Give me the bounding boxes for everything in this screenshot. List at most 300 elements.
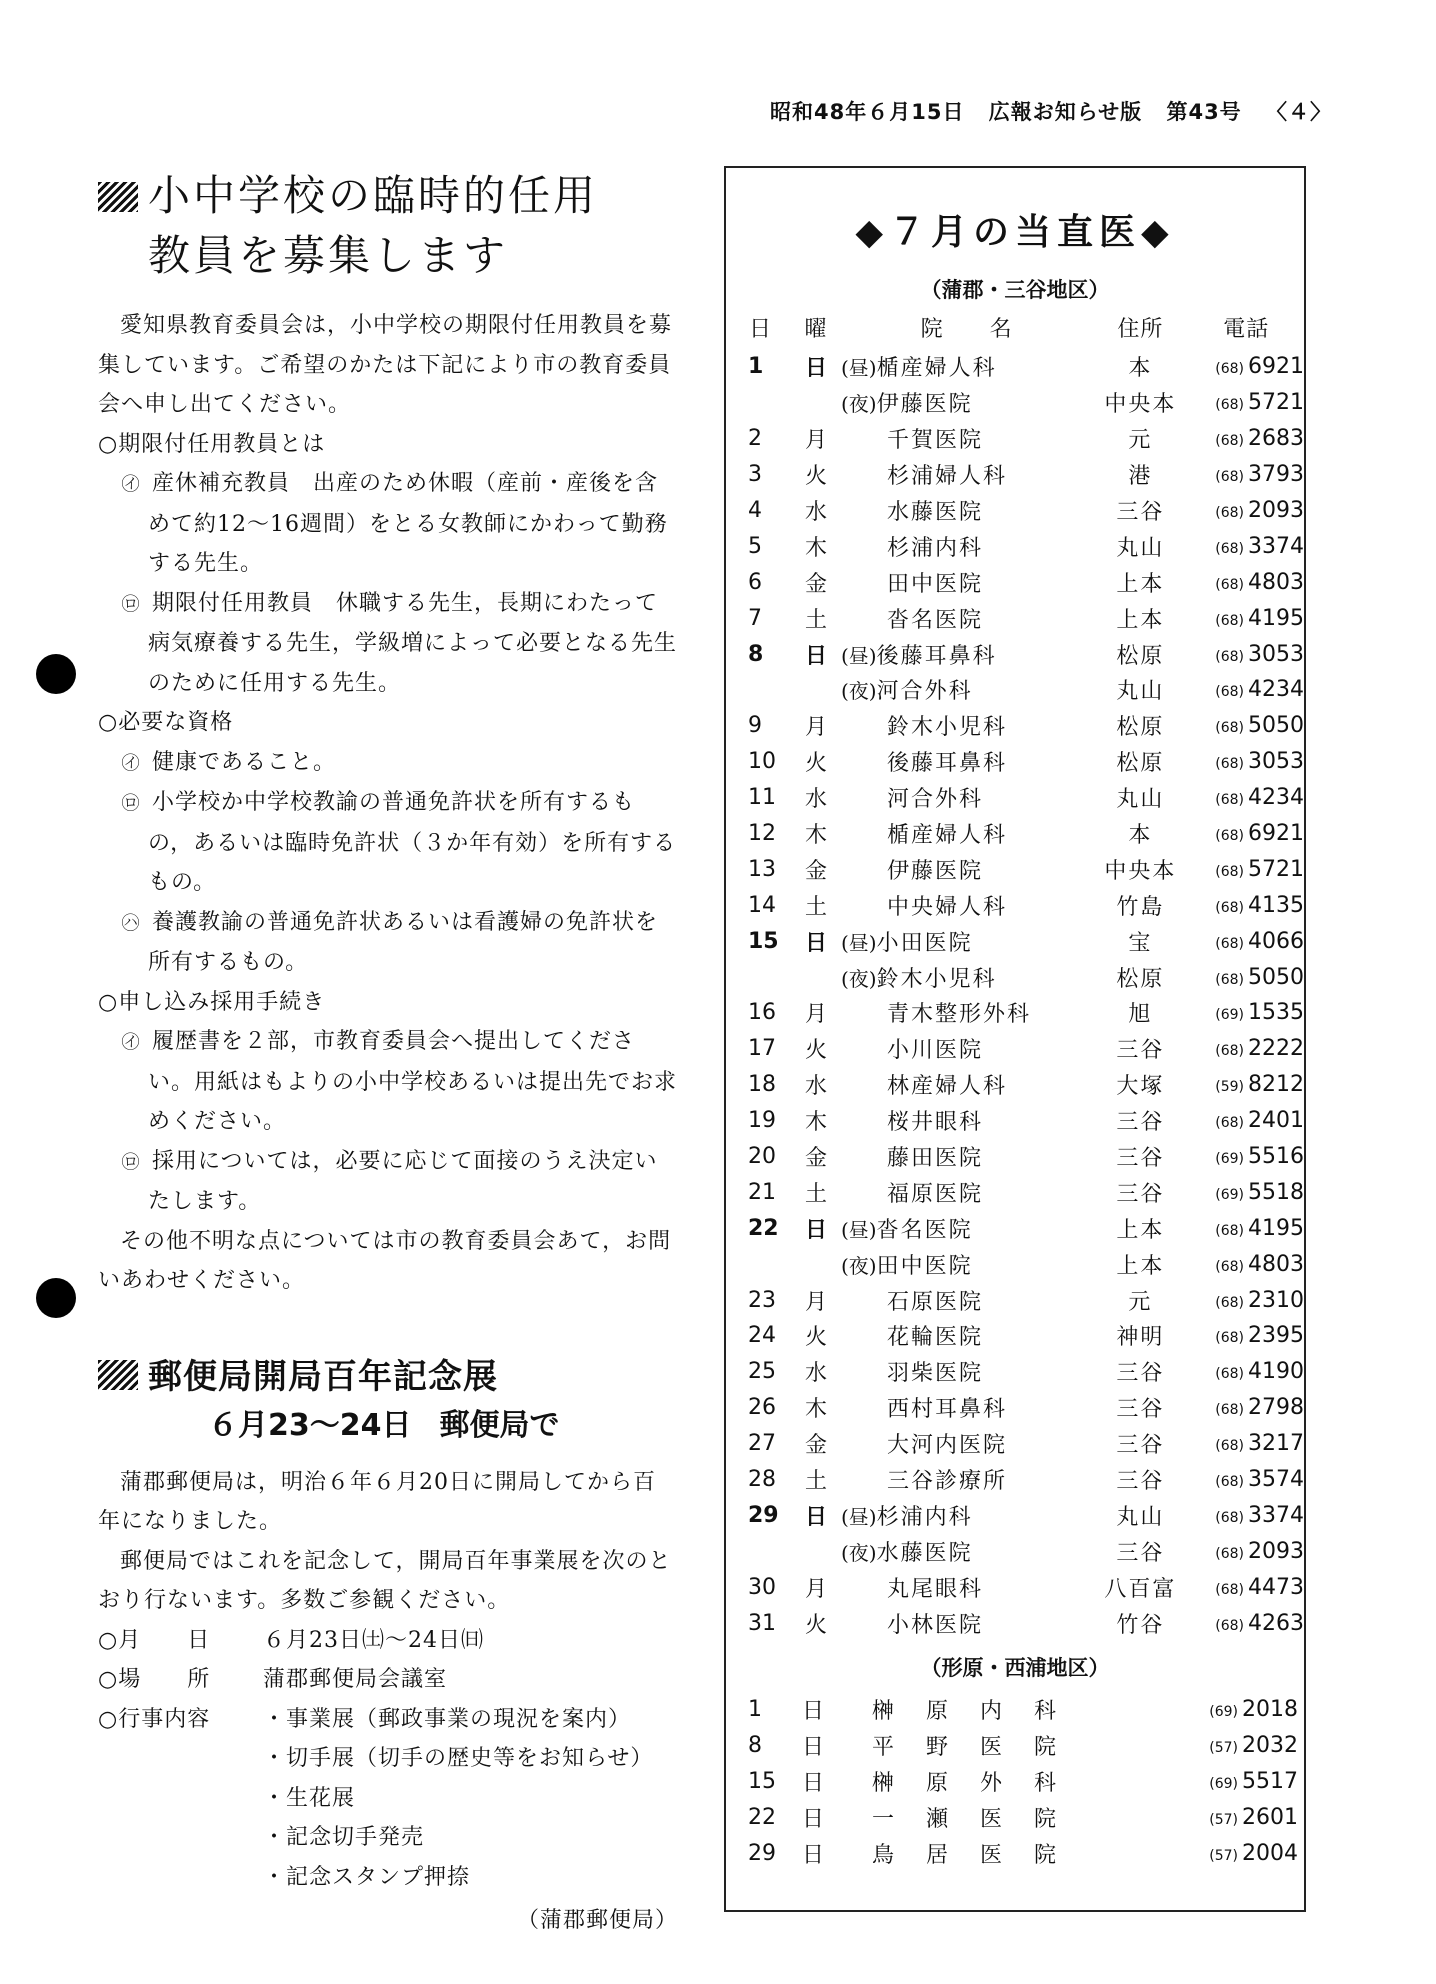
- duty-clinic: [841, 1354, 1092, 1390]
- duty-weekday: 月: [805, 715, 828, 741]
- duty-weekday: 土: [805, 1181, 828, 1207]
- duty-address: 上本: [1116, 607, 1165, 633]
- duty-clinic-name: 小川医院: [887, 1038, 984, 1064]
- duty-phone: [1188, 816, 1304, 852]
- event-item: ・記念スタンプ押捺: [263, 1864, 471, 1890]
- section-heading: ○申し込み採用手続き: [98, 989, 326, 1015]
- duty-table-header: [748, 305, 1304, 349]
- duty-clinic-name: 大河内医院: [887, 1433, 1008, 1459]
- binder-hole-bottom: [36, 1278, 76, 1318]
- duty-address: 三谷: [1116, 1146, 1165, 1172]
- article1-closing: その他不明な点については市の教育委員会あて，お問いあわせください。: [98, 1228, 672, 1293]
- duty-phone-exchange: (68): [1215, 397, 1244, 414]
- duty-clinic-name: 林産婦人科: [887, 1074, 1008, 1100]
- duty-doctor-box: [724, 166, 1306, 1912]
- duty-row: [748, 385, 1304, 421]
- circled-mark: ㋺: [121, 793, 141, 814]
- duty-phone-number: 2310: [1248, 1287, 1304, 1313]
- duty-phone: [1188, 887, 1304, 923]
- duty-phone-exchange: (57): [1209, 1811, 1238, 1828]
- duty-period: (昼): [841, 1217, 877, 1242]
- duty-clinic-name: 田中医院: [887, 571, 984, 597]
- exhibit-date-value: ６月23日㈯～24日㈰: [263, 1627, 484, 1653]
- duty-clinic-name: 伊藤医院: [887, 858, 984, 884]
- duty-day: 3: [748, 462, 762, 488]
- duty-row: [748, 744, 1304, 780]
- duty-address: 三谷: [1116, 1110, 1165, 1136]
- duty-phone-number: 4803: [1248, 569, 1304, 595]
- duty-weekday: 火: [805, 751, 828, 777]
- article1-sections: [98, 425, 678, 1222]
- duty-weekday: 水: [805, 500, 828, 525]
- list-item: [98, 1142, 678, 1222]
- duty-period: (昼): [841, 643, 877, 668]
- duty-clinic: [841, 528, 1092, 564]
- duty-phone: [1188, 1498, 1304, 1534]
- duty-phone-exchange: (68): [1215, 1474, 1244, 1491]
- duty-address: 三谷: [1116, 1361, 1165, 1387]
- duty-row: [748, 1354, 1304, 1390]
- duty-row: [748, 1727, 1298, 1763]
- duty-row: [748, 1691, 1298, 1727]
- section-heading: ○期限付任用教員とは: [98, 431, 326, 457]
- duty-phone-number: 2093: [1248, 498, 1304, 523]
- duty-phone-number: 2018: [1242, 1696, 1298, 1722]
- duty-address: 三谷: [1116, 1433, 1165, 1459]
- duty-phone-number: 3574: [1248, 1467, 1304, 1493]
- article2-para1: 蒲郡郵便局は，明治６年６月20日に開局してから百年になりました。: [98, 1469, 656, 1534]
- duty-clinic: [841, 959, 1092, 995]
- duty-address: 大塚: [1116, 1074, 1165, 1100]
- duty-row: [748, 1799, 1298, 1835]
- duty-phone: [1188, 923, 1304, 959]
- duty-clinic-name: 千賀医院: [887, 428, 984, 454]
- duty-weekday: 日: [802, 1698, 825, 1724]
- duty-day: 23: [748, 1287, 776, 1313]
- duty-row: [748, 959, 1304, 995]
- duty-address: 丸山: [1116, 1504, 1165, 1530]
- duty-phone-exchange: (68): [1215, 361, 1244, 378]
- duty-phone: [1188, 1354, 1304, 1390]
- duty-address: 本: [1128, 356, 1153, 382]
- event-item: ・記念切手発売: [263, 1825, 425, 1850]
- duty-row: [748, 636, 1304, 672]
- duty-phone: [1188, 959, 1304, 995]
- duty-phone: [1188, 457, 1304, 493]
- duty-clinic-name: 桜井眼科: [887, 1110, 984, 1136]
- duty-phone: [1188, 995, 1304, 1031]
- duty-address: 竹谷: [1116, 1612, 1165, 1638]
- circled-mark: ㋩: [121, 912, 141, 934]
- duty-clinic-name: 田中医院: [876, 1253, 973, 1279]
- duty-clinic-name: 杉浦内科: [887, 535, 984, 561]
- duty-clinic: [841, 1498, 1092, 1534]
- duty-clinic: [841, 636, 1092, 672]
- duty-phone: [1188, 421, 1304, 457]
- duty-weekday: 土: [805, 894, 828, 920]
- duty-weekday: 水: [805, 1361, 828, 1387]
- duty-phone-exchange: (68): [1215, 576, 1244, 593]
- duty-clinic-name: 水藤医院: [876, 1540, 973, 1566]
- duty-row: [748, 349, 1304, 385]
- duty-clinic-name: 杉浦内科: [876, 1504, 973, 1530]
- duty-clinic: [841, 1318, 1092, 1354]
- duty-phone: [1178, 1727, 1298, 1763]
- duty-phone-exchange: (68): [1215, 1581, 1244, 1598]
- duty-clinic-name: 楯産婦人科: [876, 356, 997, 382]
- duty-clinic: [841, 1103, 1092, 1139]
- duty-clinic: [841, 349, 1092, 385]
- exhibit-events: [98, 1700, 678, 1898]
- col-day: 日: [749, 316, 773, 342]
- duty-day: 26: [748, 1395, 776, 1421]
- duty-weekday: 火: [805, 1612, 828, 1638]
- duty-day: [748, 959, 791, 995]
- duty-clinic-name: 羽柴医院: [887, 1361, 984, 1387]
- duty-weekday: 日: [802, 1734, 825, 1760]
- duty-clinic: [841, 851, 1092, 887]
- duty-day: 29: [748, 1502, 779, 1528]
- duty-row: [748, 887, 1304, 923]
- duty-address: 松原: [1116, 643, 1165, 669]
- duty-address: 丸山: [1116, 535, 1165, 561]
- duty-phone: [1188, 1462, 1304, 1498]
- duty-phone-exchange: (68): [1215, 935, 1244, 952]
- duty-weekday: 日: [805, 642, 828, 669]
- duty-clinic-name: 榊原内科: [872, 1698, 1089, 1724]
- duty-weekday: [791, 672, 841, 708]
- duty-clinic-name: 一瀬医院: [872, 1806, 1089, 1832]
- publication-name: 広報お知らせ版: [988, 100, 1143, 124]
- col-clinic: 院 名: [920, 316, 1013, 342]
- duty-phone-number: 4234: [1248, 677, 1304, 703]
- duty-address: 松原: [1116, 966, 1165, 992]
- duty-phone-exchange: (68): [1215, 648, 1244, 665]
- duty-row: [748, 493, 1304, 529]
- duty-clinic: [841, 1139, 1092, 1175]
- circled-mark: ㋺: [121, 593, 141, 615]
- duty-clinic: [841, 493, 1092, 529]
- duty-phone-number: 6921: [1248, 821, 1304, 847]
- duty-address: 三谷: [1116, 1469, 1165, 1495]
- exhibit-place-label: ○場 所: [98, 1667, 211, 1692]
- duty-phone: [1188, 1533, 1304, 1569]
- duty-address: 上本: [1116, 1217, 1165, 1243]
- duty-weekday: 水: [805, 787, 828, 813]
- duty-period: (昼): [841, 930, 877, 955]
- duty-phone: [1188, 1282, 1304, 1318]
- duty-clinic-name: 沓名医院: [876, 1217, 973, 1243]
- duty-day: 19: [748, 1108, 776, 1134]
- duty-row: [748, 816, 1304, 852]
- duty-phone: [1178, 1835, 1298, 1871]
- duty-row: [748, 1390, 1304, 1426]
- duty-weekday: 金: [805, 1433, 828, 1459]
- col-weekday: 曜: [804, 316, 828, 342]
- duty-clinic: [841, 1426, 1092, 1462]
- duty-phone: [1188, 385, 1304, 421]
- duty-clinic: [841, 1605, 1092, 1641]
- duty-phone-number: 4473: [1248, 1574, 1304, 1600]
- duty-row: [748, 923, 1304, 959]
- duty-day: 21: [748, 1179, 776, 1205]
- list-item: [98, 1022, 678, 1142]
- duty-phone: [1188, 851, 1304, 887]
- event-item: ・生花展: [263, 1785, 356, 1811]
- duty-phone-number: 4195: [1248, 605, 1304, 631]
- duty-phone-number: 4195: [1248, 1215, 1304, 1241]
- duty-clinic-name: 丸尾眼科: [887, 1576, 984, 1602]
- duty-phone-exchange: (68): [1215, 756, 1244, 773]
- duty-phone: [1188, 744, 1304, 780]
- duty-phone: [1188, 780, 1304, 816]
- duty-phone: [1178, 1799, 1298, 1835]
- duty-phone-number: 3217: [1248, 1431, 1304, 1457]
- list-item: [98, 783, 678, 903]
- duty-clinic-name: 中央婦人科: [887, 894, 1008, 920]
- duty-weekday: 火: [805, 1038, 828, 1064]
- duty-clinic: [841, 421, 1092, 457]
- duty-day: 5: [748, 533, 762, 559]
- duty-day: 29: [748, 1840, 776, 1866]
- list-item: [98, 743, 678, 784]
- duty-weekday: 金: [805, 858, 828, 884]
- duty-phone: [1188, 1246, 1304, 1282]
- duty-phone-number: 6921: [1248, 354, 1304, 380]
- duty-phone: [1188, 1031, 1304, 1067]
- circled-mark: ㋺: [121, 1151, 141, 1173]
- duty-day: 4: [748, 498, 762, 523]
- duty-phone-exchange: (68): [1215, 540, 1244, 557]
- event-item: ・切手展（切手の歴史等をお知らせ）: [263, 1746, 654, 1771]
- duty-clinic-name: 榊原外科: [872, 1770, 1089, 1796]
- article2-subtitle: [98, 1401, 678, 1451]
- duty-day: 10: [748, 749, 776, 775]
- duty-period: (夜): [841, 679, 877, 704]
- list-item-text: 期限付任用教員 休職する先生，長期にわたって病気療養する先生，学級増によって必要となる先生のために任用する先生。: [148, 590, 678, 696]
- duty-address: 松原: [1116, 715, 1165, 741]
- issue-date: 昭和48年６月15日: [770, 100, 965, 124]
- duty-phone-number: 4066: [1248, 928, 1304, 954]
- duty-phone-number: 3053: [1248, 641, 1304, 667]
- duty-weekday: 月: [805, 1576, 828, 1602]
- duty-phone: [1188, 1174, 1304, 1210]
- duty-phone-exchange: (69): [1209, 1703, 1238, 1720]
- duty-clinic: [841, 1533, 1092, 1569]
- duty-phone: [1178, 1691, 1298, 1727]
- duty-phone: [1188, 600, 1304, 636]
- circled-mark: ㋑: [121, 752, 141, 774]
- duty-day: 11: [748, 785, 776, 811]
- duty-phone-exchange: (68): [1215, 684, 1244, 701]
- list-item: [98, 903, 678, 983]
- duty-weekday: 木: [805, 1397, 828, 1423]
- duty-row: [748, 851, 1304, 887]
- duty-clinic: [841, 1569, 1092, 1605]
- article2-body: [98, 1463, 678, 1941]
- duty-clinic: [841, 1462, 1092, 1498]
- duty-phone-exchange: (68): [1215, 1258, 1244, 1275]
- circled-mark: ㋑: [121, 1032, 141, 1053]
- duty-day: 8: [748, 641, 764, 667]
- duty-row: [748, 1174, 1304, 1210]
- duty-clinic-name: 水藤医院: [887, 500, 984, 525]
- duty-weekday: 火: [805, 1325, 828, 1351]
- article2-title: 郵便局開局百年記念展: [98, 1353, 678, 1401]
- duty-phone: [1188, 672, 1304, 708]
- duty-row: [748, 528, 1304, 564]
- duty-row: [748, 600, 1304, 636]
- duty-clinic-name: 河合外科: [887, 787, 984, 813]
- duty-phone-number: 4263: [1248, 1610, 1304, 1636]
- duty-phone: [1178, 1763, 1298, 1799]
- duty-phone-number: 3793: [1248, 462, 1304, 488]
- duty-address: 中央本: [1104, 392, 1177, 418]
- duty-row: [748, 1067, 1304, 1103]
- duty-weekday: 水: [805, 1074, 828, 1100]
- duty-clinic-name: 伊藤医院: [876, 392, 973, 418]
- duty-phone-number: 2601: [1242, 1804, 1298, 1830]
- duty-phone-number: 3053: [1248, 749, 1304, 775]
- duty-clinic-name: 小田医院: [876, 930, 973, 956]
- duty-phone-number: 5050: [1248, 713, 1304, 739]
- duty-day: 22: [748, 1804, 776, 1830]
- duty-phone: [1188, 1318, 1304, 1354]
- duty-clinic-name: 石原医院: [887, 1289, 984, 1315]
- duty-clinic-name: 三谷診療所: [887, 1469, 1008, 1495]
- list-item-text: 小学校か中学校教諭の普通免許状を所有するもの，あるいは臨時免許状（３か年有効）を所有するもの。: [148, 790, 677, 895]
- duty-address: 三谷: [1116, 1397, 1165, 1423]
- duty-phone-number: 1535: [1248, 1000, 1304, 1026]
- duty-row: [748, 421, 1304, 457]
- duty-period: (夜): [841, 1540, 877, 1565]
- duty-clinic-name: 藤田医院: [887, 1146, 984, 1172]
- duty-row: [748, 1835, 1298, 1871]
- duty-address: 港: [1128, 464, 1153, 490]
- duty-clinic-name: 杉浦婦人科: [887, 464, 1008, 490]
- article1-title-line2: 教員を募集します: [148, 231, 509, 280]
- duty-weekday: 木: [805, 535, 828, 561]
- duty-row: [748, 457, 1304, 493]
- duty-phone-number: 5721: [1248, 390, 1304, 416]
- article-teacher-recruitment: [98, 166, 678, 1301]
- duty-clinic: [841, 995, 1092, 1031]
- duty-phone-exchange: (57): [1209, 1847, 1238, 1864]
- duty-clinic: [841, 1390, 1092, 1426]
- duty-clinic-name: 後藤耳鼻科: [876, 643, 997, 669]
- duty-clinic: [841, 1246, 1092, 1282]
- duty-day: [748, 1533, 791, 1569]
- left-column: [98, 166, 678, 1941]
- duty-clinic: [841, 1174, 1092, 1210]
- duty-phone-exchange: (68): [1215, 1545, 1244, 1562]
- list-item-text: 健康であること。: [152, 749, 337, 775]
- duty-phone-number: 2395: [1248, 1323, 1304, 1349]
- duty-phone: [1188, 349, 1304, 385]
- duty-period: (夜): [841, 392, 877, 417]
- duty-weekday: [791, 1246, 841, 1282]
- duty-weekday: 日: [805, 355, 828, 382]
- list-item-text: 履歴書を２部，市教育委員会へ提出してください。用紙はもよりの小中学校あるいは提出先でお求めください。: [148, 1029, 678, 1134]
- duty-address: 上本: [1116, 571, 1165, 597]
- duty-weekday: [791, 959, 841, 995]
- duty-weekday: 日: [802, 1770, 825, 1796]
- duty-address: 本: [1128, 823, 1153, 849]
- duty-phone: [1188, 1605, 1304, 1641]
- duty-clinic: [841, 1067, 1092, 1103]
- duty-clinic: [841, 1282, 1092, 1318]
- duty-phone-number: 4803: [1248, 1251, 1304, 1277]
- duty-clinic: [841, 600, 1092, 636]
- duty-phone-number: 2798: [1248, 1395, 1304, 1421]
- duty-phone-exchange: (68): [1215, 469, 1244, 486]
- duty-phone-exchange: (68): [1215, 1222, 1244, 1239]
- article1-title-line1: 小中学校の臨時的任用: [148, 171, 599, 220]
- list-item-text: 産休補充教員 出産のため休暇（産前・産後を含めて約12～16週間）をとる女教師にかわって勤務する先生。: [148, 471, 668, 576]
- duty-row: [748, 1031, 1304, 1067]
- duty-clinic-name: 楯産婦人科: [887, 823, 1008, 849]
- duty-address: 旭: [1128, 1002, 1153, 1028]
- duty-period: (昼): [841, 356, 877, 381]
- exhibit-place: [98, 1660, 678, 1700]
- duty-day: 30: [748, 1574, 776, 1600]
- duty-address: 三谷: [1116, 1181, 1165, 1207]
- duty-weekday: 金: [805, 571, 828, 597]
- duty-row: [748, 1426, 1304, 1462]
- duty-day: 28: [748, 1467, 776, 1493]
- duty-row: [748, 1533, 1304, 1569]
- duty-phone-number: 2401: [1248, 1108, 1304, 1134]
- duty-address: 三谷: [1116, 500, 1165, 525]
- duty-phone-exchange: (68): [1215, 971, 1244, 988]
- duty-phone-exchange: (69): [1215, 1151, 1244, 1168]
- duty-clinic-name: 沓名医院: [887, 607, 984, 633]
- duty-clinic-name: 鈴木小児科: [887, 715, 1008, 741]
- duty-row: [748, 1569, 1304, 1605]
- duty-clinic-name: 小林医院: [887, 1612, 984, 1638]
- duty-period: (夜): [841, 966, 877, 991]
- duty-weekday: 日: [805, 929, 828, 956]
- duty-phone-exchange: (69): [1209, 1775, 1238, 1792]
- duty-phone-exchange: (68): [1215, 792, 1244, 809]
- duty-day: 6: [748, 569, 762, 595]
- duty-row: [748, 1605, 1304, 1641]
- duty-phone: [1188, 1426, 1304, 1462]
- duty-phone-exchange: (68): [1215, 1043, 1244, 1060]
- duty-day: 16: [748, 1000, 776, 1026]
- list-item-text: 養護教諭の普通免許状あるいは看護婦の免許状を所有するもの。: [148, 909, 659, 975]
- duty-address: 八百富: [1104, 1576, 1177, 1602]
- duty-row: [748, 1282, 1304, 1318]
- duty-address: 丸山: [1116, 679, 1165, 705]
- duty-phone-number: 2683: [1248, 426, 1304, 452]
- duty-phone: [1188, 1569, 1304, 1605]
- article-post-office-exhibit: [98, 1353, 678, 1941]
- duty-phone-exchange: (57): [1209, 1739, 1238, 1756]
- duty-phone-exchange: (68): [1215, 1509, 1244, 1526]
- page-number: 〈４〉: [1266, 100, 1332, 124]
- duty-day: 12: [748, 821, 776, 847]
- duty-day: 1: [748, 1696, 762, 1722]
- duty-phone-exchange: (69): [1215, 1007, 1244, 1024]
- duty-phone-number: 5721: [1248, 856, 1304, 882]
- duty-address: 神明: [1116, 1325, 1165, 1351]
- duty-clinic-name: 河合外科: [876, 679, 973, 705]
- duty-row: [748, 1139, 1304, 1175]
- duty-phone: [1188, 528, 1304, 564]
- duty-phone-exchange: (68): [1215, 1294, 1244, 1311]
- duty-phone-exchange: (68): [1215, 1330, 1244, 1347]
